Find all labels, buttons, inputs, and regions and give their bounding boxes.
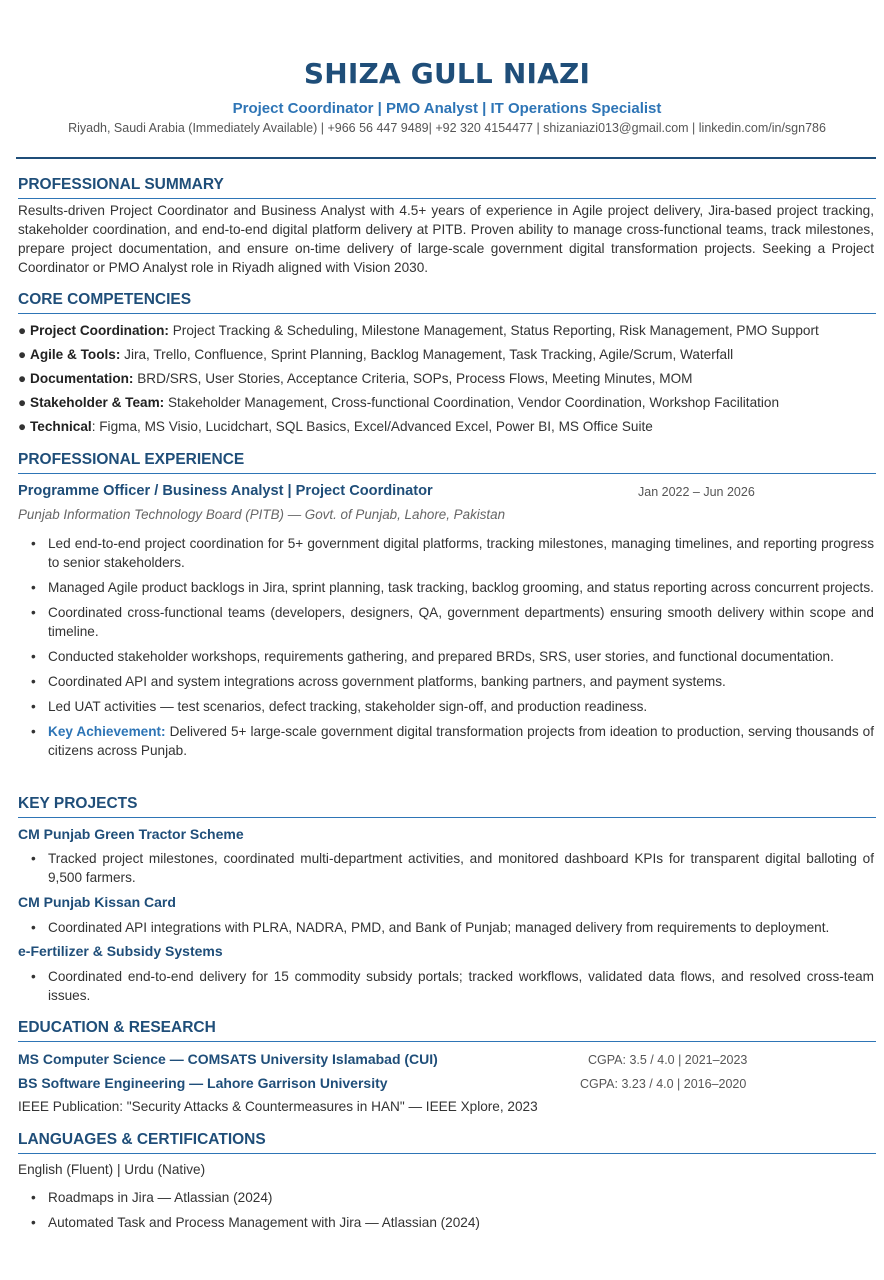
key-achievement-label: Key Achievement:	[48, 724, 166, 739]
experience-bullet: • Coordinated API and system integrations across government platforms, banking partners, and payment systems.	[18, 672, 874, 691]
tagline: Project Coordinator | PMO Analyst | IT Operations Specialist	[232, 100, 662, 117]
summary-divider	[18, 198, 876, 199]
project-bullet: • Coordinated end-to-end delivery for 15 commodity subsidy portals; tracked workflows, validated data flows, and resolved cross-team issues.	[18, 967, 874, 1005]
competency-item: ● Technical: Figma, MS Visio, Lucidchart, SQL Basics, Excel/Advanced Excel, Power BI, MS Office Suite	[18, 419, 653, 434]
languages-heading	[18, 1131, 876, 1154]
languages-title: LANGUAGES & CERTIFICATIONS	[18, 1131, 266, 1148]
job-title: Programme Officer / Business Analyst | Project Coordinator	[18, 483, 433, 499]
competencies-title: CORE COMPETENCIES	[18, 291, 192, 308]
competency-text: Jira, Trello, Confluence, Sprint Planning, Backlog Management, Task Tracking, Agile/Scrum, Waterfall	[120, 347, 734, 362]
projects-title: KEY PROJECTS	[18, 795, 138, 812]
job-organization: Punjab Information Technology Board (PITB) — Govt. of Punjab, Lahore, Pakistan	[18, 507, 506, 522]
certification-bullets	[18, 1188, 874, 1232]
languages-divider	[18, 1153, 876, 1154]
header-divider	[16, 157, 876, 159]
degree: BS Software Engineering — Lahore Garrison University	[18, 1075, 388, 1091]
project-title: CM Punjab Kissan Card	[18, 894, 176, 910]
degree-meta: CGPA: 3.5 / 4.0 | 2021–2023	[588, 1053, 748, 1067]
candidate-name: SHIZA GULL NIAZI	[303, 57, 591, 90]
competency-text: : Figma, MS Visio, Lucidchart, SQL Basics, Excel/Advanced Excel, Power BI, MS Office Suite	[91, 419, 653, 434]
competency-item: ● Stakeholder & Team: Stakeholder Management, Cross-functional Coordination, Vendor Coordination, Workshop Facilitation	[18, 395, 780, 410]
project-bullet: • Coordinated API integrations with PLRA, NADRA, PMD, and Bank of Punjab; managed delivery from requirements to deployment.	[18, 918, 874, 937]
competencies-divider	[18, 313, 876, 314]
project-bullets	[18, 849, 874, 887]
competency-label: Stakeholder & Team:	[30, 395, 165, 410]
summary-title: PROFESSIONAL SUMMARY	[18, 176, 224, 193]
competency-label: Documentation:	[30, 371, 134, 386]
contact-line: Riyadh, Saudi Arabia (Immediately Available) | +966 56 447 9489| +92 320 4154477 | shizaniazi013@gmail.com | linkedin.com/in/sgn786	[68, 121, 826, 135]
certification-item: • Roadmaps in Jira — Atlassian (2024)	[18, 1188, 874, 1207]
experience-bullet: • Led end-to-end project coordination for 5+ government digital platforms, tracking milestones, managing timelines, and reporting progress to senior stakeholders.	[18, 534, 874, 572]
experience-divider	[18, 473, 876, 474]
degree-meta: CGPA: 3.23 / 4.0 | 2016–2020	[580, 1077, 747, 1091]
project-bullet: • Tracked project milestones, coordinated multi-department activities, and monitored dashboard KPIs for transparent digital balloting of 9,500 farmers.	[18, 849, 874, 887]
competency-text: BRD/SRS, User Stories, Acceptance Criteria, SOPs, Process Flows, Meeting Minutes, MOM	[133, 371, 693, 386]
education-heading	[18, 1019, 876, 1042]
competency-item: ● Project Coordination: Project Tracking & Scheduling, Milestone Management, Status Reporting, Risk Management, PMO Support	[18, 323, 819, 338]
experience-heading	[18, 451, 876, 474]
project-title: CM Punjab Green Tractor Scheme	[18, 826, 244, 842]
education-divider	[18, 1041, 876, 1042]
competency-text: Project Tracking & Scheduling, Milestone Management, Status Reporting, Risk Management, PMO Support	[168, 323, 819, 338]
competency-text: Stakeholder Management, Cross-functional Coordination, Vendor Coordination, Workshop Facilitation	[164, 395, 780, 410]
key-achievement-text: Delivered 5+ large-scale government digital transformation projects from ideation to production, serving thousands of citizens across Punjab.	[48, 724, 874, 758]
certification-item: • Automated Task and Process Management with Jira — Atlassian (2024)	[18, 1213, 874, 1232]
competency-label: Technical	[30, 419, 92, 434]
project-bullets	[18, 918, 874, 937]
competency-label: Agile & Tools:	[30, 347, 121, 362]
experience-bullet: • Led UAT activities — test scenarios, defect tracking, stakeholder sign-off, and production readiness.	[18, 697, 874, 716]
experience-bullet: • Managed Agile product backlogs in Jira, sprint planning, task tracking, backlog grooming, and status reporting across concurrent projects.	[18, 578, 874, 597]
key-achievement-bullet	[18, 722, 874, 760]
project-bullets	[18, 967, 874, 1005]
experience-title: PROFESSIONAL EXPERIENCE	[18, 451, 245, 468]
degree: MS Computer Science — COMSATS University Islamabad (CUI)	[18, 1051, 438, 1067]
experience-bullet: • Coordinated cross-functional teams (developers, designers, QA, government departments) ensuring smooth delivery within scope and timeline.	[18, 603, 874, 641]
experience-bullet: • Conducted stakeholder workshops, requirements gathering, and prepared BRDs, SRS, user stories, and functional documentation.	[18, 647, 874, 666]
competencies-heading	[18, 291, 876, 314]
summary-text: Results-driven Project Coordinator and Business Analyst with 4.5+ years of experience in Agile project delivery, Jira-based project tracking, stakeholder coordination, and end-to-end digital platform delivery at PITB. Proven ability to manage cross-functional teams, track milestones, prepare project documentation, and ensure on-time delivery of large-scale government digital transformation projects. Seeking a Project Coordinator or PMO Analyst role in Riyadh aligned with Vision 2030.	[18, 203, 874, 275]
languages-list: English (Fluent) | Urdu (Native)	[18, 1162, 206, 1177]
competency-label: Project Coordination:	[30, 323, 169, 338]
job-dates: Jan 2022 – Jun 2026	[638, 485, 755, 499]
projects-heading	[18, 795, 876, 818]
projects-divider	[18, 817, 876, 818]
competency-item: ● Agile & Tools: Jira, Trello, Confluence, Sprint Planning, Backlog Management, Task Tracking, Agile/Scrum, Waterfall	[18, 347, 734, 362]
education-title: EDUCATION & RESEARCH	[18, 1019, 216, 1036]
publication: IEEE Publication: "Security Attacks & Countermeasures in HAN" — IEEE Xplore, 2023	[18, 1099, 538, 1114]
experience-bullets	[18, 534, 874, 760]
summary-heading	[18, 176, 876, 199]
project-title: e-Fertilizer & Subsidy Systems	[18, 943, 223, 959]
competency-item: ● Documentation: BRD/SRS, User Stories, Acceptance Criteria, SOPs, Process Flows, Meeting Minutes, MOM	[18, 371, 693, 386]
